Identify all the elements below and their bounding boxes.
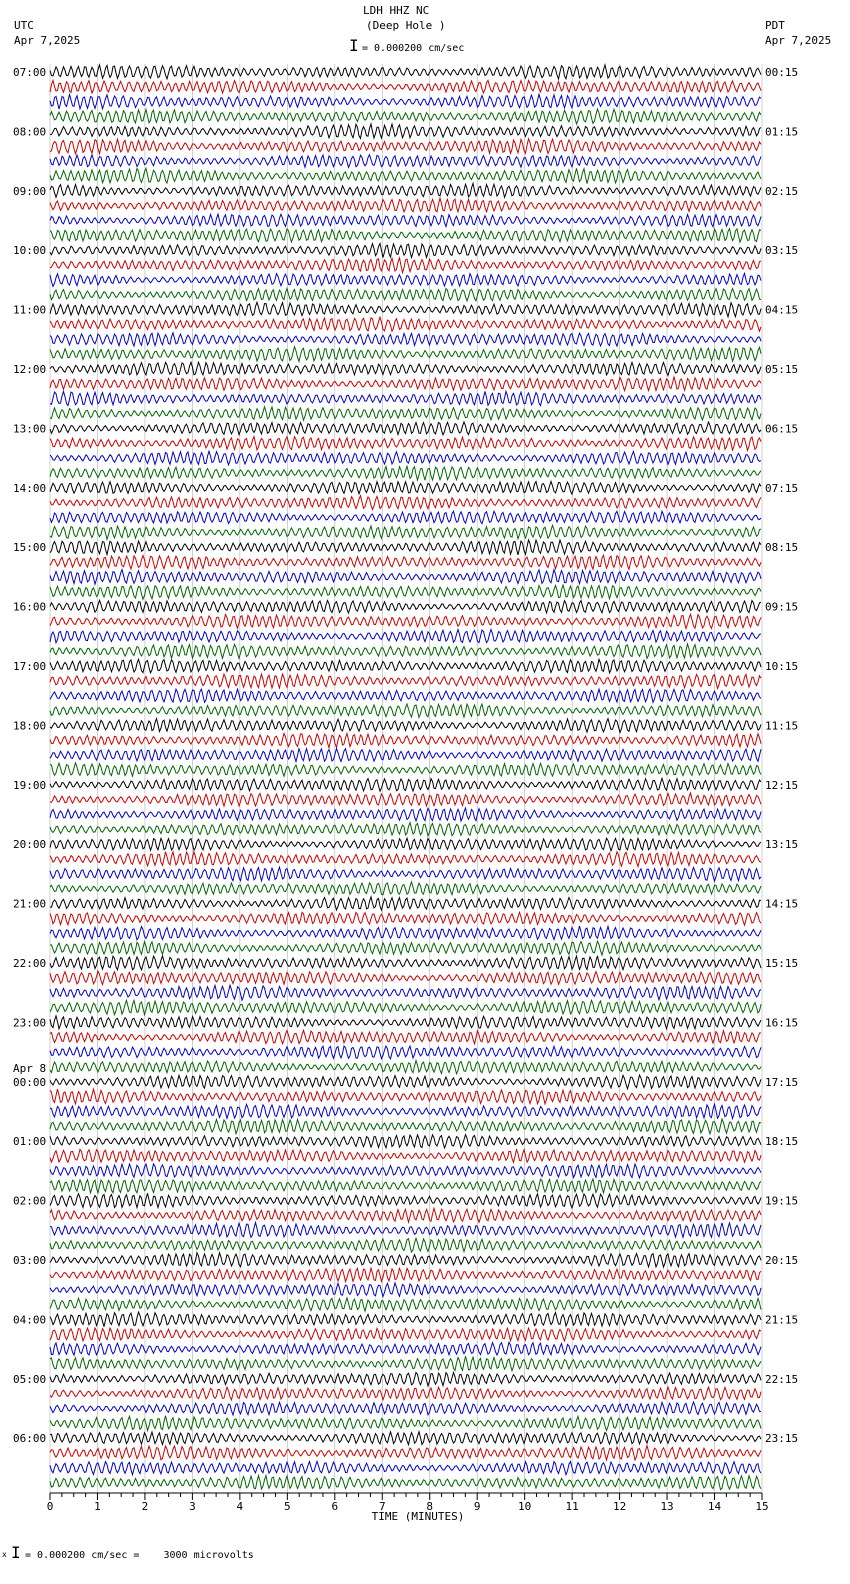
trace-line: [50, 1208, 761, 1222]
pdt-hour-label: 11:15: [765, 719, 799, 733]
station-location: (Deep Hole ): [366, 19, 446, 32]
trace-line: [50, 912, 761, 925]
trace-line: [50, 482, 761, 495]
pdt-hour-label: 18:15: [765, 1135, 799, 1149]
trace-line: [50, 347, 761, 362]
x-tick-label: 10: [518, 1500, 532, 1513]
utc-hour-label: 05:00: [13, 1372, 47, 1386]
trace-line: [50, 1356, 761, 1370]
x-tick-label: 15: [755, 1500, 769, 1513]
pdt-hour-label: 20:15: [765, 1254, 799, 1267]
x-tick-label: 5: [284, 1500, 291, 1513]
trace-line: [50, 1193, 761, 1208]
utc-hour-label: 01:00: [13, 1135, 47, 1149]
x-tick-label: 13: [660, 1500, 674, 1513]
pdt-hour-label: 02:15: [765, 184, 799, 198]
pdt-hour-label: 07:15: [765, 481, 799, 495]
trace-line: [50, 168, 761, 183]
trace-line: [50, 229, 761, 242]
trace-line: [50, 333, 761, 346]
utc-hour-label: 09:00: [13, 184, 47, 198]
pdt-label: PDT: [765, 19, 785, 32]
scale-text: = 0.000200 cm/sec: [362, 43, 465, 54]
utc-hour-label: 23:00: [13, 1016, 47, 1030]
trace-line: [50, 600, 761, 613]
pdt-hour-label: 05:15: [765, 363, 799, 376]
utc-hour-label: 13:00: [13, 422, 47, 436]
trace-line: [50, 1387, 761, 1400]
trace-line: [50, 674, 761, 688]
trace-line: [50, 733, 761, 747]
trace-line: [50, 94, 761, 109]
pdt-hour-label: 22:15: [765, 1372, 799, 1386]
trace-line: [50, 629, 761, 642]
trace-line: [50, 614, 761, 628]
utc-hour-label: 14:00: [13, 481, 47, 495]
trace-line: [50, 1432, 761, 1445]
utc-date: Apr 7,2025: [14, 34, 81, 47]
trace-line: [50, 525, 761, 539]
trace-line: [50, 749, 761, 762]
trace-line: [50, 124, 761, 138]
utc-hour-label: 17:00: [13, 660, 47, 673]
trace-line: [50, 214, 761, 227]
trace-line: [50, 926, 761, 940]
x-tick-label: 1: [94, 1500, 101, 1513]
pdt-hour-label: 03:15: [765, 244, 799, 258]
trace-line: [50, 289, 761, 301]
utc-hour-label: 07:00: [13, 66, 47, 79]
trace-line: [50, 198, 761, 212]
trace-line: [50, 1075, 761, 1089]
trace-line: [50, 793, 761, 806]
pdt-date: Apr 7,2025: [765, 34, 832, 47]
trace-line: [50, 1061, 761, 1074]
trace-line: [50, 451, 761, 465]
date-change-label: Apr 8: [13, 1061, 47, 1075]
trace-line: [50, 1104, 761, 1118]
utc-hour-label: 16:00: [13, 600, 47, 614]
trace-line: [50, 80, 761, 93]
utc-hour-label: 11:00: [13, 303, 47, 317]
x-tick-label: 2: [141, 1500, 149, 1513]
pdt-hour-label: 17:15: [765, 1075, 799, 1089]
pdt-hour-labels: [765, 66, 798, 1445]
utc-label: UTC: [14, 19, 34, 32]
trace-line: [50, 1135, 761, 1148]
utc-hour-label: 21:00: [13, 897, 47, 911]
trace-line: [50, 570, 761, 585]
trace-line: [50, 1149, 761, 1162]
x-tick-label: 3: [189, 1500, 196, 1513]
trace-line: [50, 659, 761, 673]
seismic-traces: [50, 65, 761, 1490]
pdt-hour-label: 09:15: [765, 600, 799, 614]
utc-hour-label: 03:00: [13, 1254, 47, 1267]
trace-line: [50, 1089, 761, 1104]
trace-line: [50, 183, 761, 197]
pdt-hour-label: 00:15: [765, 66, 799, 79]
trace-line: [50, 823, 761, 836]
utc-hour-label: 00:00: [13, 1075, 47, 1089]
pdt-hour-label: 21:15: [765, 1313, 799, 1327]
trace-line: [50, 956, 761, 970]
trace-line: [50, 1328, 761, 1341]
trace-line: [50, 555, 761, 569]
x-tick-label: 11: [565, 1500, 579, 1513]
trace-line: [50, 1253, 761, 1267]
trace-line: [50, 1179, 761, 1193]
utc-hour-label: 22:00: [13, 957, 47, 970]
trace-line: [50, 852, 761, 867]
pdt-hour-label: 23:15: [765, 1432, 799, 1446]
x-tick-label: 0: [46, 1500, 54, 1513]
trace-line: [50, 496, 761, 510]
utc-hour-label: 02:00: [13, 1194, 47, 1208]
trace-line: [50, 1283, 761, 1297]
pdt-hour-label: 12:15: [765, 778, 799, 792]
trace-line: [50, 109, 761, 124]
trace-line: [50, 1000, 761, 1014]
pdt-hour-label: 13:15: [765, 838, 799, 852]
pdt-hour-label: 15:15: [765, 957, 799, 970]
trace-line: [50, 941, 761, 955]
trace-line: [50, 1164, 761, 1178]
trace-line: [50, 763, 761, 776]
footer-arrow-icon: x: [2, 1550, 7, 1559]
trace-line: [50, 273, 761, 286]
trace-line: [50, 65, 761, 79]
trace-line: [50, 1446, 761, 1460]
trace-line: [50, 867, 761, 881]
trace-line: [50, 704, 761, 717]
scale-bar-icon: I: [349, 36, 359, 55]
footer-scale-text: = 0.000200 cm/sec = 3000 microvolts: [25, 1550, 254, 1561]
x-axis-title: TIME (MINUTES): [371, 1510, 465, 1523]
utc-hour-label: 12:00: [13, 363, 47, 376]
trace-line: [50, 139, 761, 154]
pdt-hour-label: 08:15: [765, 541, 799, 555]
pdt-hour-label: 06:15: [765, 422, 799, 436]
x-tick-label: 7: [378, 1500, 386, 1513]
trace-line: [50, 1342, 761, 1355]
trace-line: [50, 243, 761, 257]
trace-line: [50, 1373, 761, 1387]
trace-line: [50, 897, 761, 910]
x-tick-label: 9: [473, 1500, 481, 1513]
trace-line: [50, 1298, 761, 1311]
footer-scale-bar-icon: I: [11, 1543, 21, 1562]
trace-line: [50, 585, 761, 599]
trace-line: [50, 1416, 761, 1431]
x-tick-label: 14: [707, 1500, 722, 1513]
trace-line: [50, 1030, 761, 1043]
trace-line: [50, 362, 761, 375]
trace-line: [50, 971, 761, 984]
utc-hour-label: 18:00: [13, 719, 47, 733]
pdt-hour-label: 19:15: [765, 1194, 799, 1208]
x-tick-label: 8: [426, 1500, 434, 1513]
utc-hour-label: 15:00: [13, 541, 47, 555]
trace-line: [50, 540, 761, 555]
utc-hour-label: 04:00: [13, 1313, 47, 1327]
trace-line: [50, 1223, 761, 1238]
trace-line: [50, 155, 761, 168]
trace-line: [50, 511, 761, 523]
pdt-hour-label: 14:15: [765, 897, 799, 911]
trace-line: [50, 258, 761, 273]
trace-line: [50, 778, 761, 791]
trace-line: [50, 1402, 761, 1415]
trace-line: [50, 1461, 761, 1474]
trace-line: [50, 1016, 761, 1029]
trace-line: [50, 985, 761, 1000]
trace-line: [50, 644, 761, 658]
trace-line: [50, 1268, 761, 1281]
utc-hour-label: 10:00: [13, 244, 47, 258]
x-tick-label: 4: [236, 1500, 244, 1513]
x-tick-label: 6: [331, 1500, 339, 1513]
trace-line: [50, 1119, 761, 1134]
trace-line: [50, 302, 761, 317]
utc-hour-label: 20:00: [13, 838, 47, 852]
pdt-hour-label: 16:15: [765, 1016, 799, 1030]
trace-line: [50, 882, 761, 895]
trace-line: [50, 808, 761, 821]
trace-line: [50, 838, 761, 851]
x-tick-label: 12: [612, 1500, 627, 1513]
utc-hour-labels: [13, 66, 46, 1445]
trace-line: [50, 689, 761, 702]
pdt-hour-label: 10:15: [765, 660, 799, 673]
trace-line: [50, 407, 761, 420]
trace-line: [50, 377, 761, 391]
trace-line: [50, 1238, 761, 1252]
pdt-hour-label: 01:15: [765, 125, 799, 139]
trace-line: [50, 719, 761, 733]
trace-line: [50, 437, 761, 451]
trace-line: [50, 466, 761, 480]
utc-hour-label: 08:00: [13, 125, 47, 139]
utc-hour-label: 06:00: [13, 1432, 47, 1446]
trace-line: [50, 422, 761, 435]
trace-line: [50, 391, 761, 405]
utc-hour-label: 19:00: [13, 778, 47, 792]
trace-line: [50, 1312, 761, 1327]
pdt-hour-label: 04:15: [765, 303, 799, 317]
trace-line: [50, 1476, 761, 1490]
trace-line: [50, 317, 761, 331]
station-title: LDH HHZ NC: [363, 4, 430, 17]
trace-line: [50, 1046, 761, 1059]
